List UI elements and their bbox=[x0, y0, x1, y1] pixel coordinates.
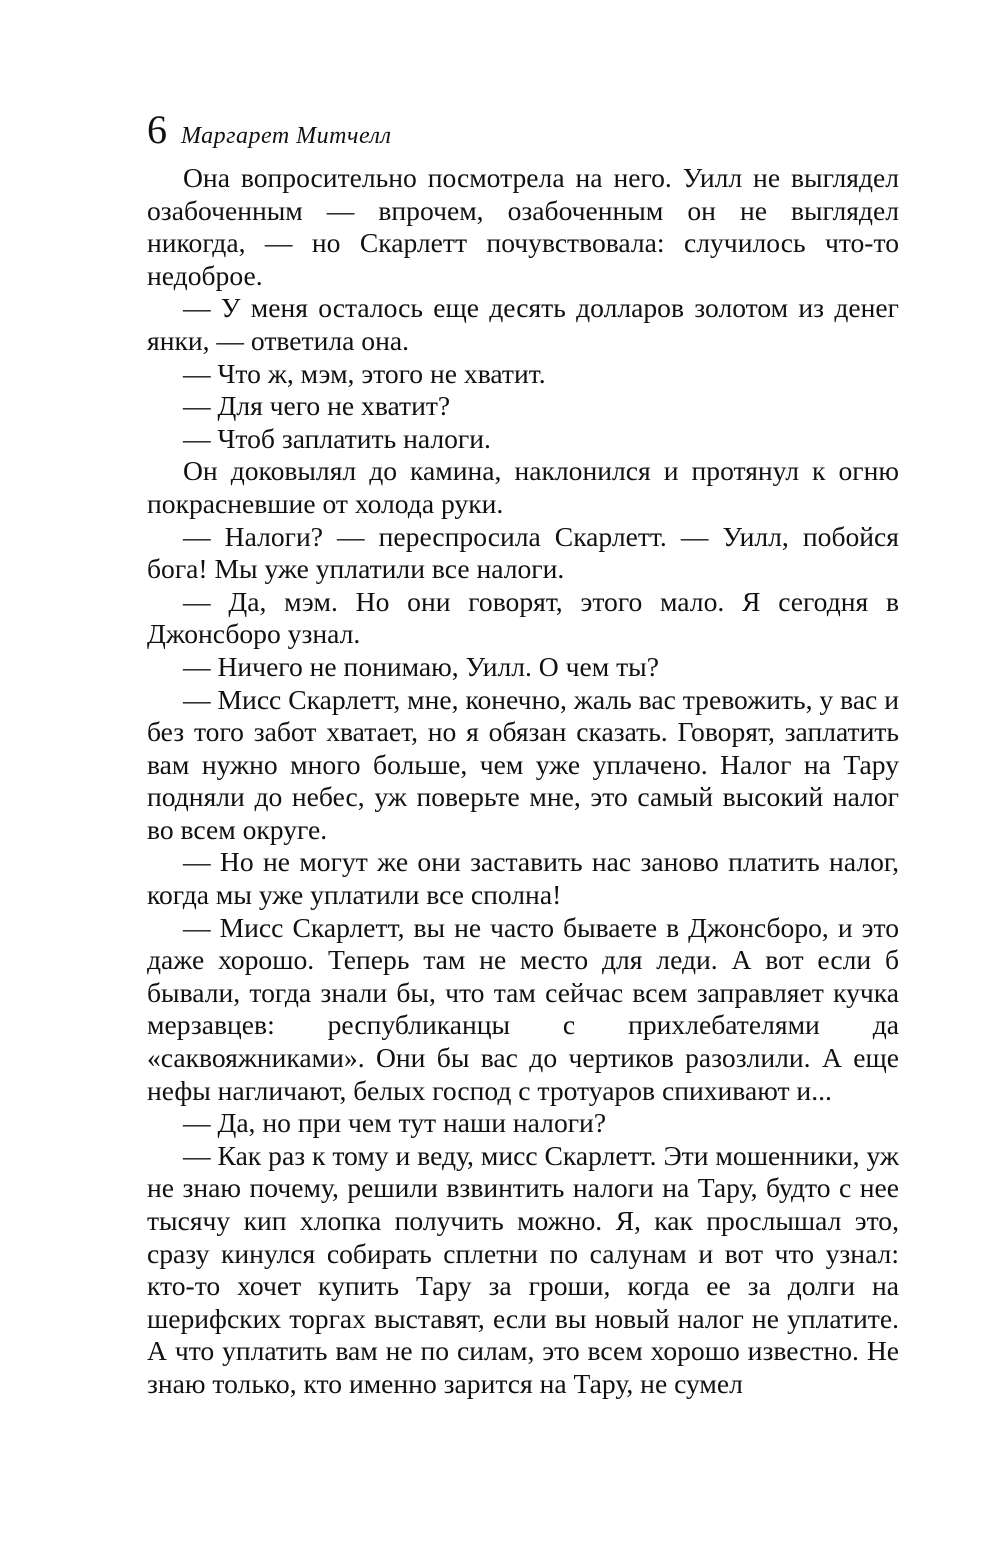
paragraph: — Да, мэм. Но они говорят, этого мало. Я сегодня в Джонсборо узнал. bbox=[147, 585, 899, 650]
paragraph: — Как раз к тому и веду, мисс Скарлетт. Эти мошенники, уж не знаю почему, решили взвинтить налоги на Тару, будто с нее тысячу кип хлопка получить можно. Я, как прослышал это, сразу кинулся собирать сплетни по салунам и вот что узнал: кто-то хочет купить Тару за гроши, когда ее за долги на шерифских торгах выставят, если вы новый налог не уплатите. А что уплатить вам не по силам, это всем хорошо известно. Не знаю только, кто именно зарится на Тару, не сумел bbox=[147, 1139, 899, 1399]
paragraph: — Мисс Скарлетт, вы не часто бываете в Джонсборо, и это даже хорошо. Теперь там не место для леди. А вот если б бывали, тогда знали бы, что там сейчас всем заправляет кучка мерзавцев: республиканцы с прихлебателями да «саквояжниками». Они бы вас до чертиков разозлили. А еще нефы нагличают, белых господ с тротуаров спихивают и... bbox=[147, 911, 899, 1106]
paragraph: Она вопросительно посмотрела на него. Уилл не выглядел озабоченным — впрочем, озабоченным он не выглядел никогда, — но Скарлетт почувствовала: случилось что-то недоброе. bbox=[147, 162, 899, 291]
paragraph: — Для чего не хватит? bbox=[183, 390, 451, 422]
book-author: Маргарет Митчелл bbox=[181, 123, 392, 149]
paragraph: Он доковылял до камина, наклонился и протянул к огню покрасневшие от холода руки. bbox=[147, 455, 899, 519]
paragraph: — Да, но при чем тут наши налоги? bbox=[183, 1107, 607, 1139]
paragraph: — Но не могут же они заставить нас заново платить налог, когда мы уже уплатили все сполна! bbox=[147, 846, 899, 911]
paragraph: — У меня осталось еще десять долларов золотом из денег янки, — ответила она. bbox=[147, 292, 899, 356]
running-header bbox=[147, 108, 899, 152]
paragraph: — Мисс Скарлетт, мне, конечно, жаль вас тревожить, у вас и без того забот хватает, но я обязан сказать. Говорят, заплатить вам нужно много больше, чем уже уплачено. Налог на Тару подняли до небес, уж поверьте мне, это самый высокий налог во всем округе. bbox=[147, 683, 899, 845]
page-number: 6 bbox=[147, 107, 167, 152]
paragraph: — Что ж, мэм, этого не хватит. bbox=[183, 357, 546, 389]
paragraph: — Чтоб заплатить налоги. bbox=[183, 422, 491, 454]
paragraph: — Ничего не понимаю, Уилл. О чем ты? bbox=[183, 650, 659, 682]
paragraph: — Налоги? — переспросила Скарлетт. — Уилл, побойся бога! Мы уже уплатили все налоги. bbox=[147, 520, 899, 585]
text-body bbox=[147, 162, 899, 1401]
book-page bbox=[147, 108, 899, 1401]
